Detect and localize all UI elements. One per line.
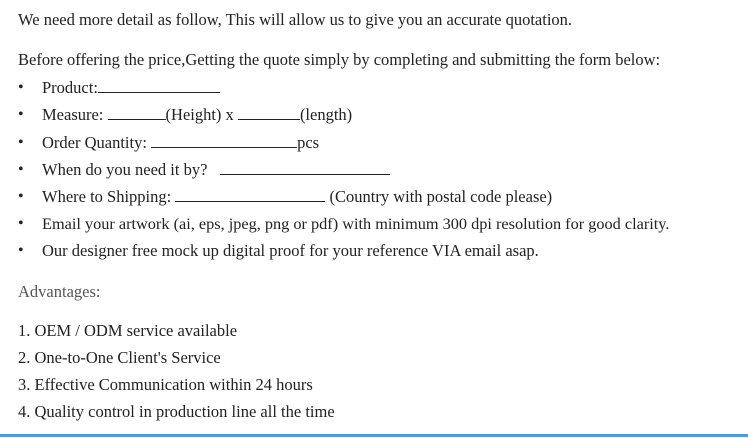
- measure-length-label: (length): [299, 105, 353, 124]
- quantity-unit: pcs: [297, 133, 320, 152]
- quantity-item: [42, 133, 319, 153]
- bullet-icon: •: [18, 106, 24, 123]
- bottom-divider: [0, 434, 748, 437]
- intro-text: We need more detail as follow, This will allow us to give you an accurate quotation.: [18, 10, 573, 29]
- quantity-label: Order Quantity:: [42, 133, 147, 152]
- advantage-item: 3. Effective Communication within 24 hours: [18, 375, 313, 394]
- advantages-heading: Advantages:: [18, 282, 101, 301]
- height-blank: [108, 105, 166, 120]
- shipping-blank: [175, 187, 325, 202]
- shipping-label: Where to Shipping:: [42, 187, 172, 206]
- when-blank: [220, 160, 390, 175]
- quantity-blank: [151, 133, 297, 148]
- advantage-item: 4. Quality control in production line all the time: [18, 402, 335, 421]
- advantage-item: 2. One-to-One Client's Service: [18, 348, 221, 367]
- when-label: When do you need it by?: [42, 160, 208, 179]
- product-label: Product:: [42, 78, 98, 97]
- shipping-note: (Country with postal code please): [329, 187, 553, 206]
- measure-item: [42, 105, 352, 125]
- bullet-icon: •: [18, 188, 24, 205]
- bullet-icon: •: [18, 79, 24, 96]
- shipping-item: [42, 187, 552, 207]
- bullet-icon: •: [18, 242, 24, 259]
- measure-height-label: (Height) x: [165, 105, 234, 124]
- bullet-icon: •: [18, 134, 24, 151]
- artwork-item: Email your artwork (ai, eps, jpeg, png or pdf) with minimum 300 dpi resolution for good clarity.: [42, 214, 670, 233]
- product-blank: [98, 78, 220, 93]
- bullet-icon: •: [18, 161, 24, 178]
- product-item: [42, 78, 220, 98]
- advantage-item: 1. OEM / ODM service available: [18, 321, 238, 340]
- bullet-icon: •: [18, 215, 24, 232]
- proof-item: Our designer free mock up digital proof for your reference VIA email asap.: [42, 241, 539, 260]
- when-item: [42, 160, 390, 180]
- lead-text: Before offering the price,Getting the quote simply by completing and submitting the form below:: [18, 50, 661, 69]
- measure-label: Measure:: [42, 105, 104, 124]
- length-blank: [238, 105, 300, 120]
